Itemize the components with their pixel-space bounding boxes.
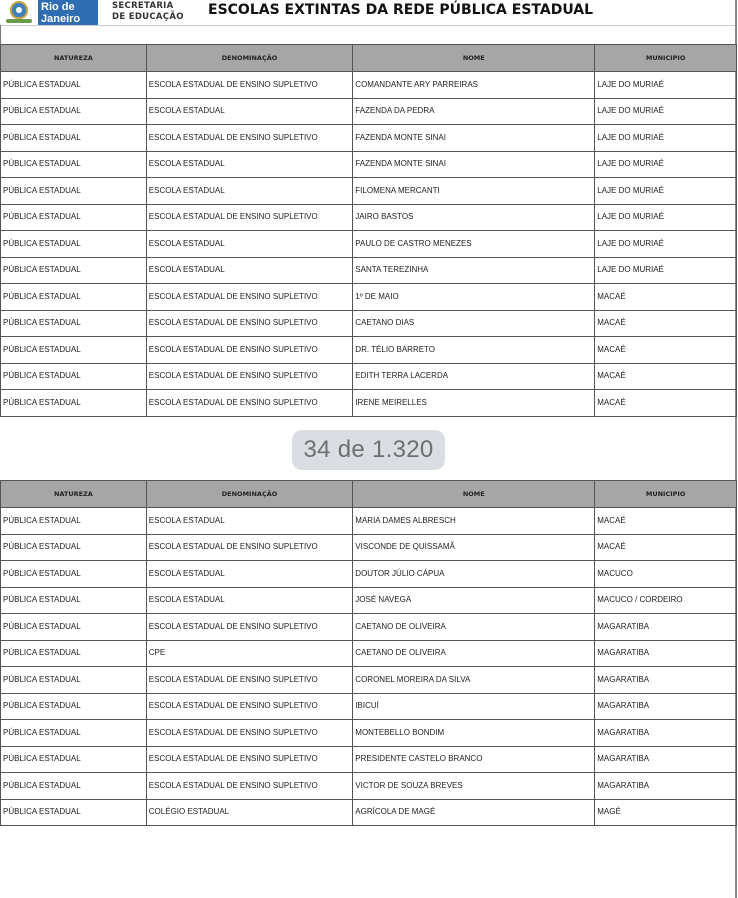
municipio-cell: MACAÉ (595, 508, 737, 535)
denominacao-cell: ESCOLA ESTADUAL DE ENSINO SUPLETIVO (146, 746, 353, 773)
table-row (1, 363, 737, 390)
logo-line-2: Janeiro (41, 13, 81, 25)
table-header-row (1, 45, 737, 72)
column-header-municipio: MUNICIPIO (595, 45, 737, 72)
denominacao-cell: ESCOLA ESTADUAL (146, 561, 353, 588)
denominacao-cell: COLÉGIO ESTADUAL (146, 799, 353, 826)
column-header-nome: NOME (353, 481, 595, 508)
municipio-cell: LAJE DO MURIAÉ (595, 204, 737, 231)
table-row (1, 799, 737, 826)
denominacao-cell: ESCOLA ESTADUAL DE ENSINO SUPLETIVO (146, 204, 353, 231)
nome-cell: CAETANO DE OLIVEIRA (353, 614, 595, 641)
natureza-cell: PÚBLICA ESTADUAL (1, 178, 147, 205)
column-header-nome: NOME (353, 45, 595, 72)
table-row (1, 72, 737, 99)
municipio-cell: MAGARATIBA (595, 614, 737, 641)
municipio-cell: MAGARATIBA (595, 720, 737, 747)
column-header-denominacao: DENOMINAÇÃO (146, 481, 353, 508)
nome-cell: FILOMENA MERCANTI (353, 178, 595, 205)
municipio-cell: MAGARATIBA (595, 667, 737, 694)
natureza-cell: PÚBLICA ESTADUAL (1, 667, 147, 694)
municipio-cell: LAJE DO MURIAÉ (595, 98, 737, 125)
denominacao-cell: ESCOLA ESTADUAL (146, 178, 353, 205)
denominacao-cell: ESCOLA ESTADUAL DE ENSINO SUPLETIVO (146, 614, 353, 641)
nome-cell: JAIRO BASTOS (353, 204, 595, 231)
table-row (1, 284, 737, 311)
denominacao-cell: ESCOLA ESTADUAL DE ENSINO SUPLETIVO (146, 125, 353, 152)
natureza-cell: PÚBLICA ESTADUAL (1, 534, 147, 561)
natureza-cell: PÚBLICA ESTADUAL (1, 746, 147, 773)
denominacao-cell: ESCOLA ESTADUAL DE ENSINO SUPLETIVO (146, 773, 353, 800)
nome-cell: IRENE MEIRELLES (353, 390, 595, 417)
secretaria-line-1: SECRETARIA (112, 1, 174, 11)
natureza-cell: PÚBLICA ESTADUAL (1, 310, 147, 337)
municipio-cell: MACUCO (595, 561, 737, 588)
natureza-cell: PÚBLICA ESTADUAL (1, 773, 147, 800)
logo-line-1: Rio de (41, 1, 75, 13)
nome-cell: DR. TÉLIO BARRETO (353, 337, 595, 364)
municipio-cell: LAJE DO MURIAÉ (595, 178, 737, 205)
table-row (1, 231, 737, 258)
nome-cell: MARIA DAMES ALBRESCH (353, 508, 595, 535)
municipio-cell: MACAÉ (595, 310, 737, 337)
natureza-cell: PÚBLICA ESTADUAL (1, 151, 147, 178)
natureza-cell: PÚBLICA ESTADUAL (1, 614, 147, 641)
table-row (1, 640, 737, 667)
table-row (1, 337, 737, 364)
nome-cell: VICTOR DE SOUZA BREVES (353, 773, 595, 800)
schools-table-2 (0, 480, 737, 826)
table-row (1, 693, 737, 720)
municipio-cell: LAJE DO MURIAÉ (595, 72, 737, 99)
schools-table-1 (0, 44, 737, 417)
denominacao-cell: ESCOLA ESTADUAL DE ENSINO SUPLETIVO (146, 390, 353, 417)
natureza-cell: PÚBLICA ESTADUAL (1, 337, 147, 364)
municipio-cell: MAGÉ (595, 799, 737, 826)
denominacao-cell: ESCOLA ESTADUAL DE ENSINO SUPLETIVO (146, 310, 353, 337)
natureza-cell: PÚBLICA ESTADUAL (1, 125, 147, 152)
table-row (1, 508, 737, 535)
natureza-cell: PÚBLICA ESTADUAL (1, 587, 147, 614)
nome-cell: MONTEBELLO BONDIM (353, 720, 595, 747)
column-header-natureza: NATUREZA (1, 45, 147, 72)
document-title: ESCOLAS EXTINTAS DA REDE PÚBLICA ESTADUAL (208, 2, 594, 18)
column-header-natureza: NATUREZA (1, 481, 147, 508)
nome-cell: IBICUÍ (353, 693, 595, 720)
natureza-cell: PÚBLICA ESTADUAL (1, 561, 147, 588)
denominacao-cell: ESCOLA ESTADUAL (146, 151, 353, 178)
table-row (1, 720, 737, 747)
page-counter-overlay (292, 430, 445, 470)
table-row (1, 773, 737, 800)
secretaria-label (112, 1, 184, 23)
natureza-cell: PÚBLICA ESTADUAL (1, 231, 147, 258)
table-row (1, 390, 737, 417)
denominacao-cell: ESCOLA ESTADUAL (146, 257, 353, 284)
table-row (1, 204, 737, 231)
logo-text (38, 1, 80, 25)
natureza-cell: PÚBLICA ESTADUAL (1, 390, 147, 417)
denominacao-cell: ESCOLA ESTADUAL (146, 587, 353, 614)
natureza-cell: PÚBLICA ESTADUAL (1, 508, 147, 535)
natureza-cell: PÚBLICA ESTADUAL (1, 284, 147, 311)
municipio-cell: MAGARATIBA (595, 693, 737, 720)
document-header (0, 0, 738, 44)
municipio-cell: LAJE DO MURIAÉ (595, 151, 737, 178)
nome-cell: COMANDANTE ARY PARREIRAS (353, 72, 595, 99)
nome-cell: PAULO DE CASTRO MENEZES (353, 231, 595, 258)
denominacao-cell: ESCOLA ESTADUAL (146, 231, 353, 258)
natureza-cell: PÚBLICA ESTADUAL (1, 98, 147, 125)
nome-cell: 1º DE MAIO (353, 284, 595, 311)
natureza-cell: PÚBLICA ESTADUAL (1, 720, 147, 747)
nome-cell: FAZENDA MONTE SINAI (353, 125, 595, 152)
natureza-cell: PÚBLICA ESTADUAL (1, 204, 147, 231)
denominacao-cell: ESCOLA ESTADUAL DE ENSINO SUPLETIVO (146, 534, 353, 561)
nome-cell: VISCONDE DE QUISSAMÃ (353, 534, 595, 561)
nome-cell: AGRÍCOLA DE MAGÉ (353, 799, 595, 826)
nome-cell: CORONEL MOREIRA DA SILVA (353, 667, 595, 694)
table-row (1, 310, 737, 337)
denominacao-cell: ESCOLA ESTADUAL DE ENSINO SUPLETIVO (146, 720, 353, 747)
table-row (1, 151, 737, 178)
table-row (1, 534, 737, 561)
denominacao-cell: ESCOLA ESTADUAL DE ENSINO SUPLETIVO (146, 284, 353, 311)
table-header-row (1, 481, 737, 508)
natureza-cell: PÚBLICA ESTADUAL (1, 799, 147, 826)
natureza-cell: PÚBLICA ESTADUAL (1, 640, 147, 667)
municipio-cell: LAJE DO MURIAÉ (595, 125, 737, 152)
denominacao-cell: ESCOLA ESTADUAL DE ENSINO SUPLETIVO (146, 337, 353, 364)
denominacao-cell: ESCOLA ESTADUAL DE ENSINO SUPLETIVO (146, 363, 353, 390)
table-row (1, 98, 737, 125)
denominacao-cell: ESCOLA ESTADUAL DE ENSINO SUPLETIVO (146, 72, 353, 99)
rio-de-janeiro-logo (0, 0, 98, 26)
municipio-cell: LAJE DO MURIAÉ (595, 231, 737, 258)
municipio-cell: MAGARATIBA (595, 773, 737, 800)
denominacao-cell: ESCOLA ESTADUAL DE ENSINO SUPLETIVO (146, 667, 353, 694)
nome-cell: PRESIDENTE CASTELO BRANCO (353, 746, 595, 773)
municipio-cell: MACAÉ (595, 390, 737, 417)
municipio-cell: MACAÉ (595, 337, 737, 364)
municipio-cell: LAJE DO MURIAÉ (595, 257, 737, 284)
municipio-cell: MACUCO / CORDEIRO (595, 587, 737, 614)
nome-cell: EDITH TERRA LACERDA (353, 363, 595, 390)
nome-cell: FAZENDA DA PEDRA (353, 98, 595, 125)
table-row (1, 587, 737, 614)
municipio-cell: MACAÉ (595, 534, 737, 561)
column-header-municipio: MUNICIPIO (595, 481, 737, 508)
natureza-cell: PÚBLICA ESTADUAL (1, 693, 147, 720)
natureza-cell: PÚBLICA ESTADUAL (1, 257, 147, 284)
municipio-cell: MAGARATIBA (595, 640, 737, 667)
table-row (1, 667, 737, 694)
nome-cell: FAZENDA MONTE SINAI (353, 151, 595, 178)
table-row (1, 257, 737, 284)
denominacao-cell: ESCOLA ESTADUAL (146, 508, 353, 535)
table-row (1, 614, 737, 641)
page-counter-text: 34 de 1.320 (303, 436, 434, 463)
denominacao-cell: CPE (146, 640, 353, 667)
nome-cell: SANTA TEREZINHA (353, 257, 595, 284)
left-border (0, 25, 1, 45)
denominacao-cell: ESCOLA ESTADUAL (146, 98, 353, 125)
natureza-cell: PÚBLICA ESTADUAL (1, 363, 147, 390)
denominacao-cell: ESCOLA ESTADUAL DE ENSINO SUPLETIVO (146, 693, 353, 720)
table-row (1, 178, 737, 205)
column-header-denominacao: DENOMINAÇÃO (146, 45, 353, 72)
nome-cell: JOSÉ NAVEGA (353, 587, 595, 614)
natureza-cell: PÚBLICA ESTADUAL (1, 72, 147, 99)
table-row (1, 561, 737, 588)
municipio-cell: MAGARATIBA (595, 746, 737, 773)
table-row (1, 746, 737, 773)
nome-cell: CAETANO DE OLIVEIRA (353, 640, 595, 667)
municipio-cell: MACAÉ (595, 363, 737, 390)
municipio-cell: MACAÉ (595, 284, 737, 311)
header-divider (0, 25, 736, 26)
nome-cell: DOUTOR JÚLIO CÁPUA (353, 561, 595, 588)
nome-cell: CAETANO DIAS (353, 310, 595, 337)
secretaria-line-2: DE EDUCAÇÃO (112, 12, 184, 22)
coat-of-arms-icon (0, 0, 38, 26)
table-row (1, 125, 737, 152)
